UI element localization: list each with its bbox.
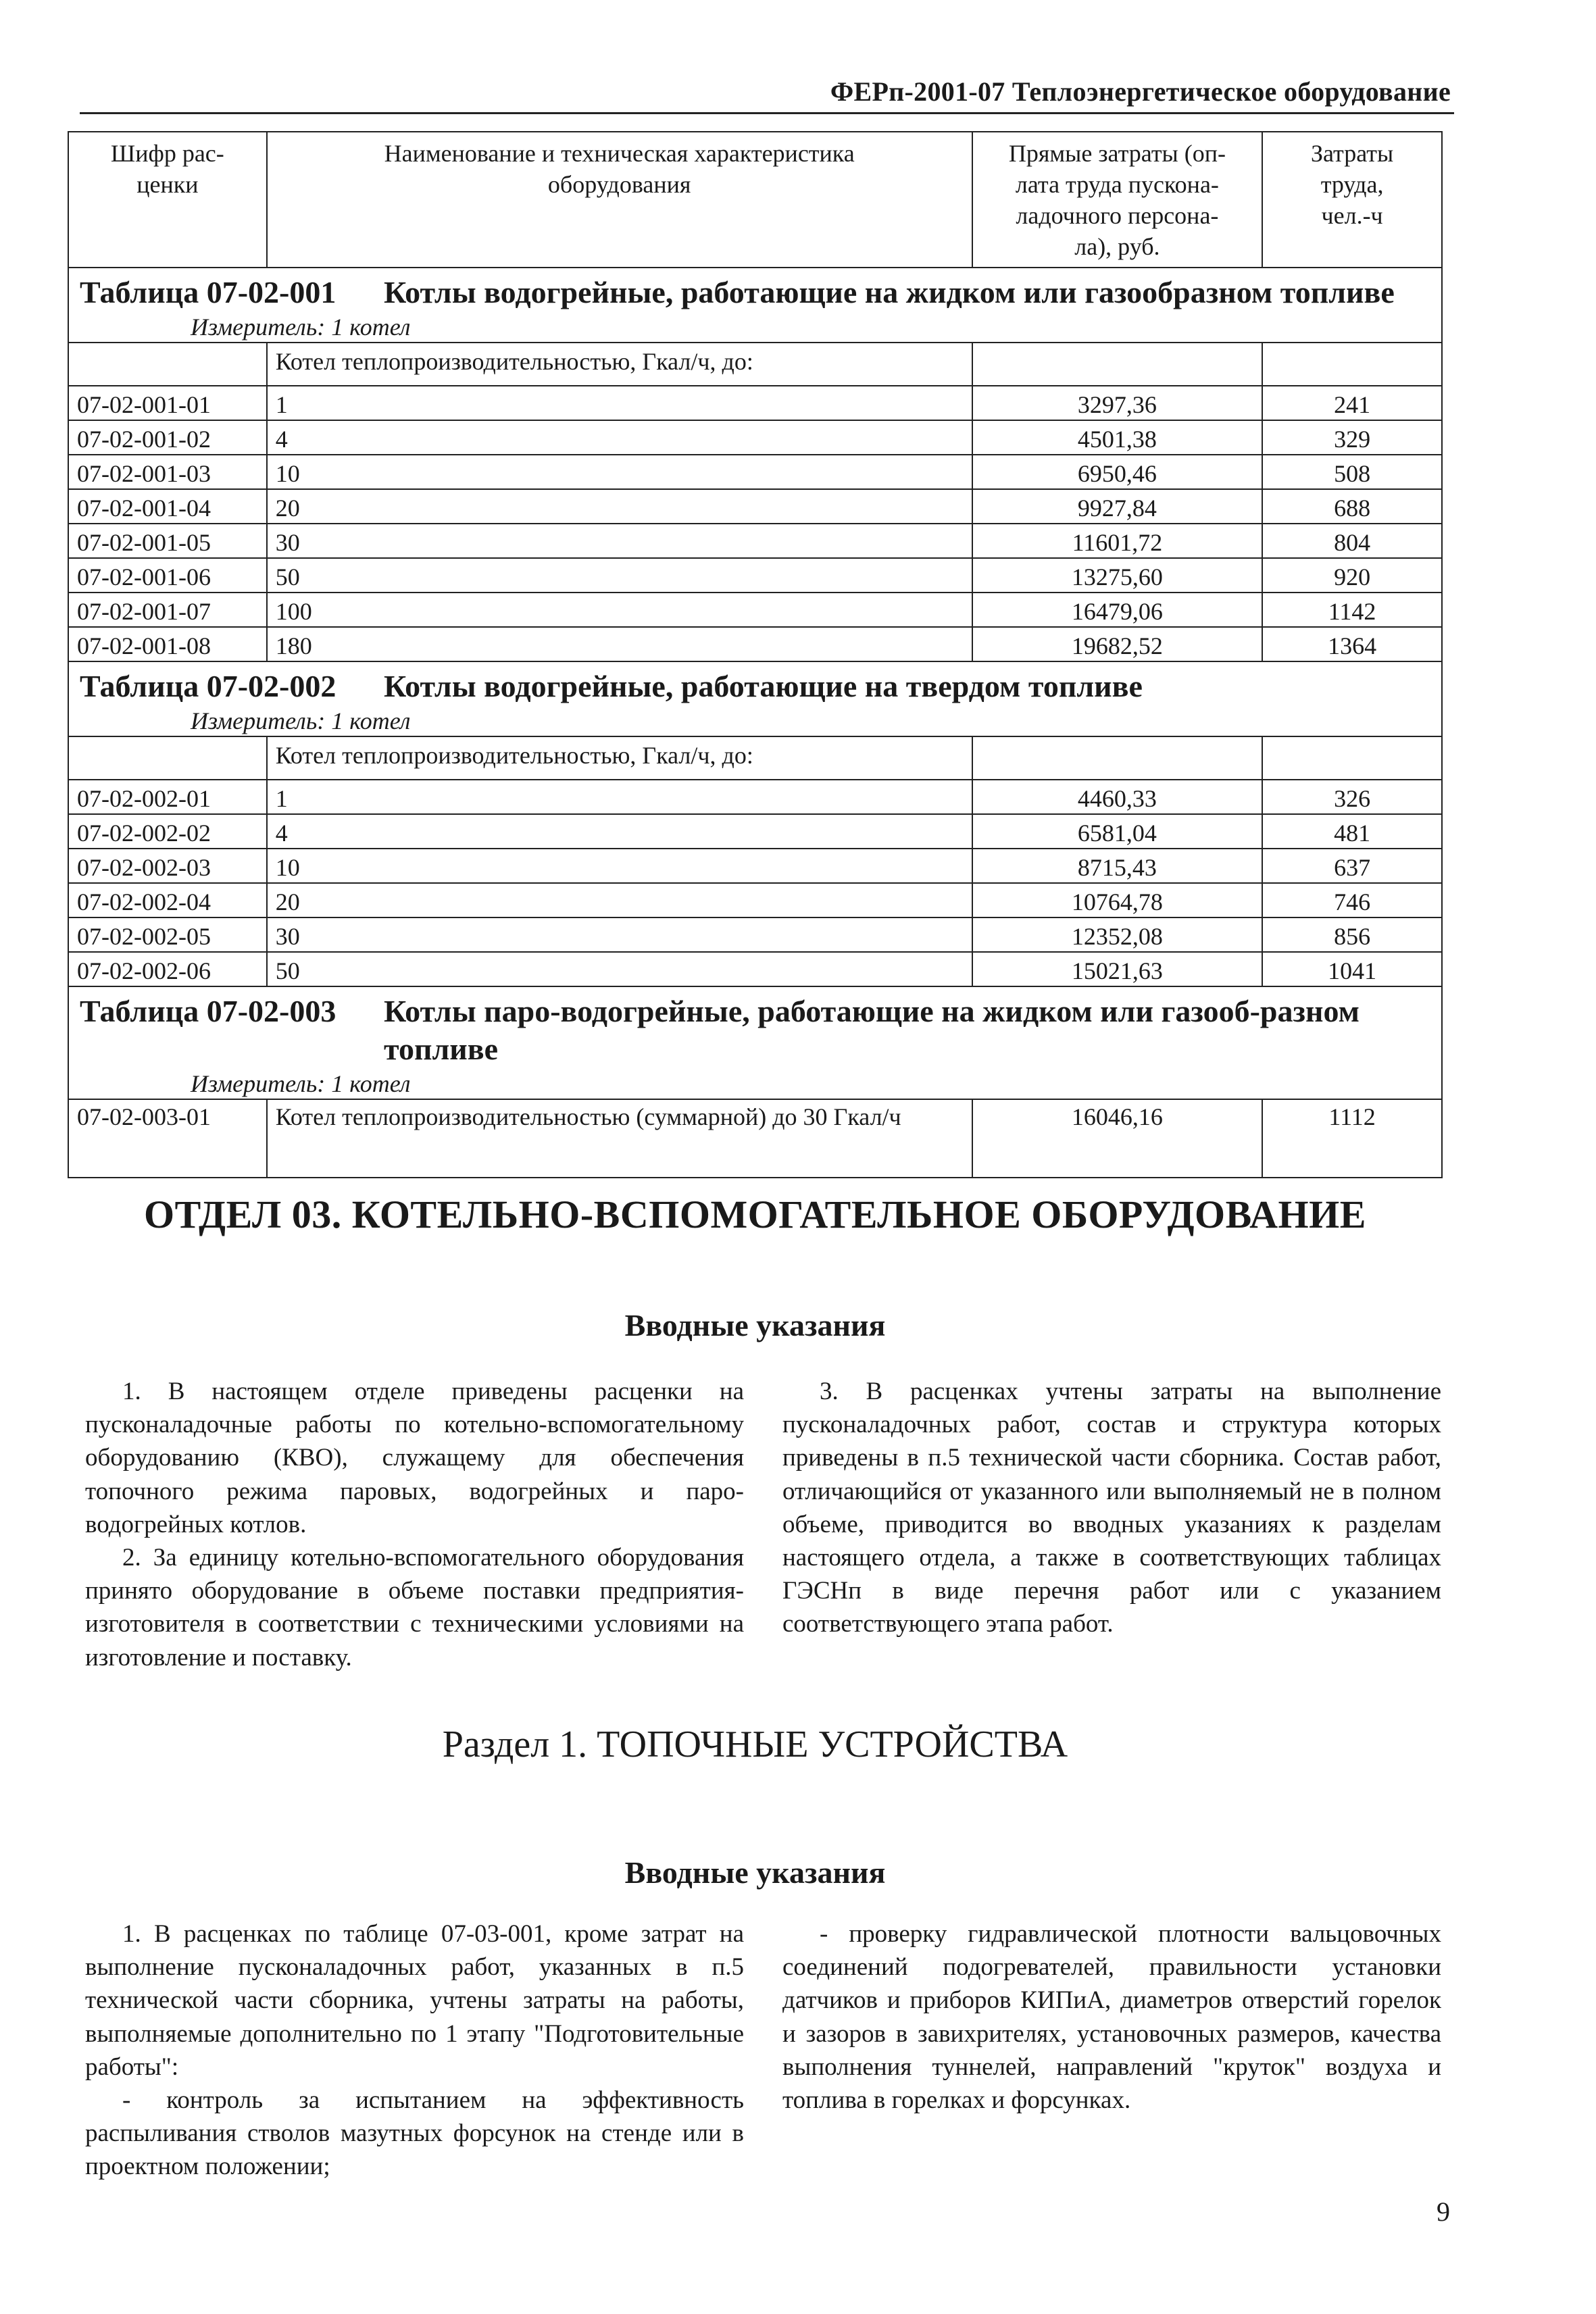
- table-section-title: [68, 661, 1442, 705]
- table-row: [68, 627, 1442, 661]
- rate-labor: 1041: [1262, 952, 1442, 986]
- table-row: [68, 420, 1442, 455]
- rate-labor: 804: [1262, 524, 1442, 558]
- table-row: [68, 917, 1442, 952]
- rate-cost: 6950,46: [972, 455, 1263, 489]
- rate-cost: 6581,04: [972, 814, 1263, 849]
- rate-cost: 16046,16: [972, 1099, 1263, 1178]
- rate-code: 07-02-001-05: [68, 524, 267, 558]
- rate-cost: 10764,78: [972, 883, 1263, 917]
- rate-description: 50: [267, 952, 972, 986]
- rate-labor: 746: [1262, 883, 1442, 917]
- table-row: [68, 489, 1442, 524]
- subheader-text: Котел теплопроизводительностью, Гкал/ч, до:: [267, 736, 972, 780]
- rate-labor: 856: [1262, 917, 1442, 952]
- rate-cost: 13275,60: [972, 558, 1263, 593]
- measure-label: Измеритель: 1 котел: [191, 313, 411, 341]
- measure-label: Измеритель: 1 котел: [191, 1070, 411, 1097]
- table-title: Котлы водогрейные, работающие на твердом топливе: [384, 669, 1143, 704]
- rate-code: 07-02-003-01: [68, 1099, 267, 1178]
- razdel-1-paragraph-1: 1. В расценках по таблице 07-03-001, кроме затрат на выполнение пусконаладочных работ, указанных в п.5 технической части сборника, учтены затраты на работы, выполняемые дополнительно по 1 этапу "Подготовительные работы":: [85, 1920, 744, 2081]
- table-title: Котлы паро-водогрейные, работающие на жидком или газооб-разном топливе: [384, 994, 1360, 1066]
- razdel-1-intro-heading: Вводные указания: [624, 1855, 886, 1890]
- rate-code: 07-02-002-06: [68, 952, 267, 986]
- rate-code: 07-02-001-02: [68, 420, 267, 455]
- table-section-title: [68, 268, 1442, 311]
- section-03-paragraph-2: 2. За единицу котельно-вспомогательного оборудования принято оборудование в объеме поставки предприятия-изготовителя в соответствии с техническими условиями на изготовление и поставку.: [85, 1544, 744, 1671]
- header-rule: [80, 112, 1454, 114]
- table-subheader-row: [68, 736, 1442, 780]
- rate-cost: 11601,72: [972, 524, 1263, 558]
- rate-labor: 1112: [1262, 1099, 1442, 1178]
- rate-description: 20: [267, 883, 972, 917]
- section-03-title: ОТДЕЛ 03. КОТЕЛЬНО-ВСПОМОГАТЕЛЬНОЕ ОБОРУДОВАНИЕ: [144, 1192, 1366, 1236]
- rate-description: 10: [267, 849, 972, 883]
- section-03-paragraph-3: 3. В расценках учтены затраты на выполнение пусконаладочных работ, состав и структура которых приведены в п.5 технической части сборника. Состав работ, отличающийся от указанного или выполняемый не в полном объеме, приводится во вводных указаниях к разделам настоящего отдела, а также в соответствующих таблицах ГЭСНп в виде перечня работ или с указанием соответствующего этапа работ.: [782, 1378, 1441, 1638]
- table-subheader-row: [68, 343, 1442, 386]
- rate-code: 07-02-002-03: [68, 849, 267, 883]
- rate-cost: 19682,52: [972, 627, 1263, 661]
- table-section-title: [68, 986, 1442, 1067]
- rate-description: 50: [267, 558, 972, 593]
- running-header: ФЕРп-2001-07 Теплоэнергетическое оборудование: [830, 76, 1451, 107]
- rate-labor: 481: [1262, 814, 1442, 849]
- rate-cost: 4501,38: [972, 420, 1263, 455]
- rate-code: 07-02-002-05: [68, 917, 267, 952]
- rate-labor: 920: [1262, 558, 1442, 593]
- col-header-cost: Прямые затраты (оп- лата труда пускона- ладочного персона- ла), руб.: [972, 132, 1263, 268]
- rate-cost: 3297,36: [972, 386, 1263, 420]
- razdel-1-paragraph-2: - контроль за испытанием на эффективность распыливания стволов мазутных форсунок на стенде или в проектном положении;: [85, 2086, 744, 2181]
- table-row: [68, 952, 1442, 986]
- rate-cost: 12352,08: [972, 917, 1263, 952]
- rate-code: 07-02-001-06: [68, 558, 267, 593]
- rate-description: 1: [267, 386, 972, 420]
- rate-labor: 329: [1262, 420, 1442, 455]
- table-title: Котлы водогрейные, работающие на жидком или газообразном топливе: [384, 275, 1395, 309]
- table-header-row: [68, 132, 1442, 268]
- table-measure: [68, 311, 1442, 343]
- table-row: [68, 849, 1442, 883]
- table-number: Таблица 07-02-002: [80, 669, 336, 704]
- section-03-intro-heading: Вводные указания: [624, 1308, 886, 1342]
- rate-code: 07-02-001-04: [68, 489, 267, 524]
- measure-label: Измеритель: 1 котел: [191, 707, 411, 735]
- rate-labor: 326: [1262, 780, 1442, 814]
- rate-labor: 241: [1262, 386, 1442, 420]
- rate-description: Котел теплопроизводительностью (суммарной) до 30 Гкал/ч: [267, 1099, 972, 1178]
- table-measure: [68, 705, 1442, 736]
- rate-code: 07-02-001-08: [68, 627, 267, 661]
- rate-code: 07-02-002-02: [68, 814, 267, 849]
- table-row: [68, 814, 1442, 849]
- table-measure: [68, 1067, 1442, 1099]
- rate-code: 07-02-002-04: [68, 883, 267, 917]
- rate-code: 07-02-001-07: [68, 593, 267, 627]
- rate-description: 20: [267, 489, 972, 524]
- table-number: Таблица 07-02-003: [80, 994, 336, 1029]
- rate-description: 30: [267, 524, 972, 558]
- rate-cost: 9927,84: [972, 489, 1263, 524]
- table-row: [68, 883, 1442, 917]
- rate-labor: 508: [1262, 455, 1442, 489]
- table-number: Таблица 07-02-001: [80, 275, 336, 309]
- col-header-name: Наименование и техническая характеристика оборудования: [267, 132, 972, 268]
- table-row: [68, 386, 1442, 420]
- razdel-1-left-column: [85, 1917, 744, 2184]
- rate-description: 4: [267, 814, 972, 849]
- rate-cost: 15021,63: [972, 952, 1263, 986]
- table-row: [68, 593, 1442, 627]
- subheader-text: Котел теплопроизводительностью, Гкал/ч, до:: [267, 343, 972, 386]
- page-number: 9: [1437, 2196, 1450, 2227]
- rate-cost: 8715,43: [972, 849, 1263, 883]
- col-header-code: Шифр рас- ценки: [68, 132, 267, 268]
- col-header-labor: Затраты труда, чел.-ч: [1262, 132, 1442, 268]
- rate-labor: 1142: [1262, 593, 1442, 627]
- rate-cost: 4460,33: [972, 780, 1263, 814]
- section-03-left-column: [85, 1375, 744, 1674]
- table-row: [68, 524, 1442, 558]
- table-row: [68, 780, 1442, 814]
- rate-cost: 16479,06: [972, 593, 1263, 627]
- razdel-1-title: Раздел 1. ТОПОЧНЫЕ УСТРОЙСТВА: [442, 1724, 1068, 1765]
- rate-description: 10: [267, 455, 972, 489]
- rate-description: 4: [267, 420, 972, 455]
- table-row: [68, 1099, 1442, 1178]
- rate-description: 100: [267, 593, 972, 627]
- rate-labor: 688: [1262, 489, 1442, 524]
- razdel-1-paragraph-3: - проверку гидравлической плотности вальцовочных соединений подогревателей, правильности установки датчиков и приборов КИПиА, диаметров отверстий горелок и зазоров в завихрителях, установочных размеров, качества выполнения туннелей, направлений "круток" воздуха и топлива в горелках и форсунках.: [782, 1920, 1441, 2115]
- rate-code: 07-02-002-01: [68, 780, 267, 814]
- price-table: [68, 131, 1443, 1178]
- rate-description: 180: [267, 627, 972, 661]
- rate-code: 07-02-001-03: [68, 455, 267, 489]
- razdel-1-right-column: [782, 1917, 1441, 2117]
- section-03-right-column: [782, 1375, 1441, 1641]
- rate-description: 30: [267, 917, 972, 952]
- rate-labor: 1364: [1262, 627, 1442, 661]
- rate-description: 1: [267, 780, 972, 814]
- table-row: [68, 455, 1442, 489]
- table-row: [68, 558, 1442, 593]
- section-03-paragraph-1: 1. В настоящем отделе приведены расценки на пусконаладочные работы по котельно-вспомогательному оборудованию (КВО), служащему для обеспечения топочного режима паровых, водогрейных и паро-водогрейных котлов.: [85, 1378, 744, 1538]
- rate-labor: 637: [1262, 849, 1442, 883]
- rate-code: 07-02-001-01: [68, 386, 267, 420]
